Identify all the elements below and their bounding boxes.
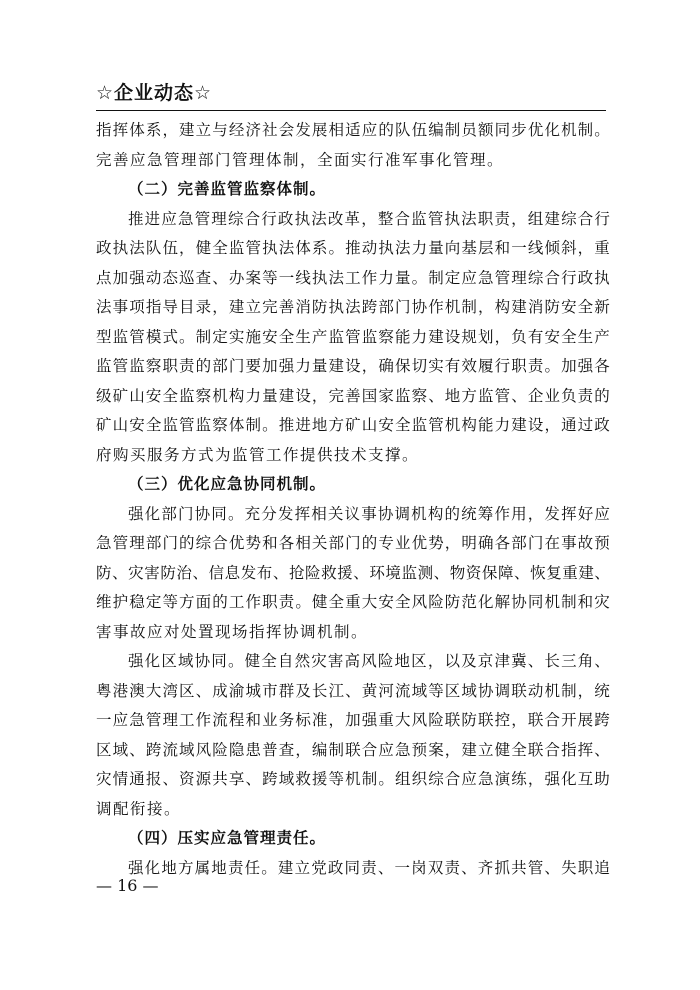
text-line: 府购买服务方式为监管工作提供技术支撑。 <box>96 445 420 464</box>
text-line: 粤 港 澳 大 湾 区 、 成 渝 城 市 群 及 长 江 、 黄 河 流 域 等 区 域 协 调 联 动 机 制 ， 统 <box>96 681 610 700</box>
text-line: 灾 情 通 报 、 资 源 共 享 、 跨 域 救 援 等 机 制 。 组 织 综 合 应 急 演 练 ， 强 化 互 助 <box>96 770 610 788</box>
text-line: 级 矿 山 安 全 监 察 机 构 力 量 建 设 ， 完 善 国 家 监 察 、 地 方 监 管 、 企 业 负 责 的 <box>96 386 610 405</box>
text-line: 强 化 区 域 协 同 。 健 全 自 然 灾 害 高 风 险 地 区 ， 以 及 京 津 冀 、 长 三 角 、 <box>128 652 610 670</box>
text-line: 型 监 管 模 式 。 制 定 实 施 安 全 生 产 监 管 监 察 能 力 建 设 规 划 ， 负 有 安 全 生 产 <box>96 327 610 346</box>
text-line: 监 管 监 察 职 责 的 部 门 要 加 强 力 量 建 设 ， 确 保 切 实 有 效 履 行 职 责 。 加 强 各 <box>96 357 610 375</box>
header-divider <box>96 110 606 111</box>
section-heading: （四）压实应急管理责任。 <box>128 829 327 847</box>
text-line: 强 化 部 门 协 同 。 充 分 发 挥 相 关 议 事 协 调 机 构 的 统 筹 作 用 ， 发 挥 好 应 <box>128 504 610 523</box>
text-line: 防 、 灾 害 防 治 、 信 息 发 布 、 抢 险 救 援 、 环 境 监 测 、 物 资 保 障 、 恢 复 重 建 、 <box>96 563 610 582</box>
text-line: 害事故应对处置现场指挥协调机制。 <box>96 622 369 641</box>
text-line: 急 管 理 部 门 的 综 合 优 势 和 各 相 关 部 门 的 专 业 优 势 ， 明 确 各 部 门 在 事 故 预 <box>96 534 610 552</box>
text-line: 点 加 强 动 态 巡 查 、 办 案 等 一 线 执 法 工 作 力 量 。 制 定 应 急 管 理 综 合 行 政 执 <box>96 268 610 287</box>
text-line: 维 护 稳 定 等 方 面 的 工 作 职 责 。 健 全 重 大 安 全 风 险 防 范 化 解 协 同 机 制 和 灾 <box>96 593 610 611</box>
section-heading: （三）优化应急协同机制。 <box>128 475 327 493</box>
text-line: 政 执 法 队 伍 ， 健 全 监 管 执 法 体 系 。 推 动 执 法 力 量 向 基 层 和 一 线 倾 斜 ， 重 <box>96 239 610 257</box>
text-line: 矿 山 安 全 监 管 监 察 体 制 。 推 进 地 方 矿 山 安 全 监 管 机 构 能 力 建 设 ， 通 过 政 <box>96 416 610 434</box>
text-line: 调配衔接。 <box>96 799 182 818</box>
section-heading: （二）完善监管监察体制。 <box>128 180 327 198</box>
text-line: 强 化 地 方 属 地 责 任 。 建 立 党 政 同 责 、 一 岗 双 责 、 齐 抓 共 管 、 失 职 追 <box>128 858 610 877</box>
text-line: 推 进 应 急 管 理 综 合 行 政 执 法 改 革 ， 整 合 监 管 执 法 职 责 ， 组 建 综 合 行 <box>128 209 610 228</box>
text-line: 法 事 项 指 导 目 录 ， 建 立 完 善 消 防 执 法 跨 部 门 协 作 机 制 ， 构 建 消 防 安 全 新 <box>96 298 610 316</box>
text-line: 区 域 、 跨 流 域 风 险 隐 患 普 查 ， 编 制 联 合 应 急 预 案 ， 建 立 健 全 联 合 指 挥 、 <box>96 740 610 759</box>
page-number: — 16 — <box>96 876 159 895</box>
text-line: 一 应 急 管 理 工 作 流 程 和 业 务 标 准 ， 加 强 重 大 风 险 联 防 联 控 ， 联 合 开 展 跨 <box>96 711 610 729</box>
document-body <box>96 116 610 883</box>
page-header <box>96 78 606 111</box>
page-header-title: ☆企业动态☆ <box>96 82 213 104</box>
text-line: 指 挥 体 系 ， 建 立 与 经 济 社 会 发 展 相 适 应 的 队 伍 编 制 员 额 同 步 优 化 机 制 。 <box>96 121 610 139</box>
text-line: 完善应急管理部门管理体制，全面实行准军事化管理。 <box>96 150 505 169</box>
